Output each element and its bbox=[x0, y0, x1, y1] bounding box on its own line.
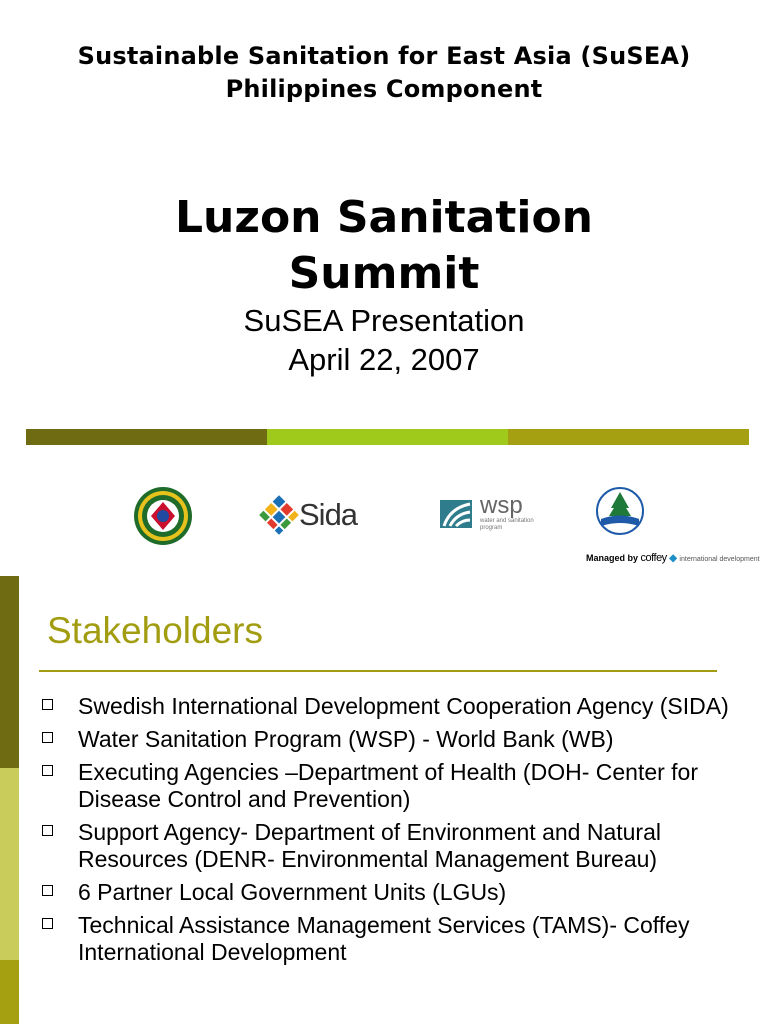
square-bullet-icon bbox=[42, 699, 53, 710]
list-item-text: Support Agency- Department of Environment and Natural Resources (DENR- Environmental Management Bureau) bbox=[78, 819, 661, 872]
denr-logo bbox=[595, 486, 645, 536]
list-item-text: Water Sanitation Program (WSP) - World Bank (WB) bbox=[78, 726, 614, 752]
coffey-subtext: international development bbox=[679, 556, 760, 563]
list-item bbox=[40, 912, 760, 966]
square-bullet-icon bbox=[42, 825, 53, 836]
sida-mark-icon bbox=[259, 495, 299, 535]
header-title-line1: Sustainable Sanitation for East Asia (SuSEA) bbox=[77, 42, 691, 70]
wsp-logo-subtext: water and sanitation program bbox=[480, 518, 534, 531]
side-bar-mid bbox=[0, 960, 19, 1024]
side-bar-dark bbox=[0, 576, 19, 768]
square-bullet-icon bbox=[42, 885, 53, 896]
side-bar-light bbox=[0, 768, 19, 960]
color-stripe-1 bbox=[26, 429, 267, 445]
list-item bbox=[40, 759, 760, 813]
list-item bbox=[40, 879, 760, 906]
list-item-text: Swedish International Development Cooperation Agency (SIDA) bbox=[78, 693, 729, 719]
stakeholders-title: Stakeholders bbox=[47, 610, 263, 651]
wsp-logo-text: wsp bbox=[480, 492, 523, 519]
coffey-logo-text: coffey bbox=[640, 552, 667, 564]
list-item bbox=[40, 726, 760, 753]
presentation-date: April 22, 2007 bbox=[288, 342, 480, 377]
title-underline bbox=[39, 670, 717, 672]
header-title-line2: Philippines Component bbox=[225, 75, 543, 103]
square-bullet-icon bbox=[42, 918, 53, 929]
color-stripe-2 bbox=[267, 429, 508, 445]
square-bullet-icon bbox=[42, 732, 53, 743]
summit-title-line2: Summit bbox=[288, 248, 480, 299]
list-item-text: 6 Partner Local Government Units (LGUs) bbox=[78, 879, 507, 905]
stakeholders-list bbox=[40, 693, 760, 972]
list-item bbox=[40, 693, 760, 720]
coffey-diamond-icon: ◆ bbox=[669, 553, 677, 564]
color-stripe-3 bbox=[508, 429, 749, 445]
list-item-text: Executing Agencies –Department of Health (DOH- Center for Disease Control and Prevention) bbox=[78, 759, 699, 812]
presentation-subtitle: SuSEA Presentation bbox=[243, 303, 525, 338]
sida-logo-text: Sida bbox=[299, 497, 358, 532]
doh-seal-logo bbox=[133, 486, 193, 546]
managed-by-label: Managed by bbox=[586, 553, 639, 563]
square-bullet-icon bbox=[42, 765, 53, 776]
list-item bbox=[40, 819, 760, 873]
wsp-logo bbox=[440, 492, 540, 534]
sida-logo bbox=[259, 495, 363, 535]
list-item-text: Technical Assistance Management Services (TAMS)- Coffey International Development bbox=[78, 912, 690, 965]
wsp-mark-icon bbox=[440, 496, 476, 532]
managed-by-coffey bbox=[586, 552, 760, 564]
summit-title-line1: Luzon Sanitation bbox=[174, 192, 594, 243]
